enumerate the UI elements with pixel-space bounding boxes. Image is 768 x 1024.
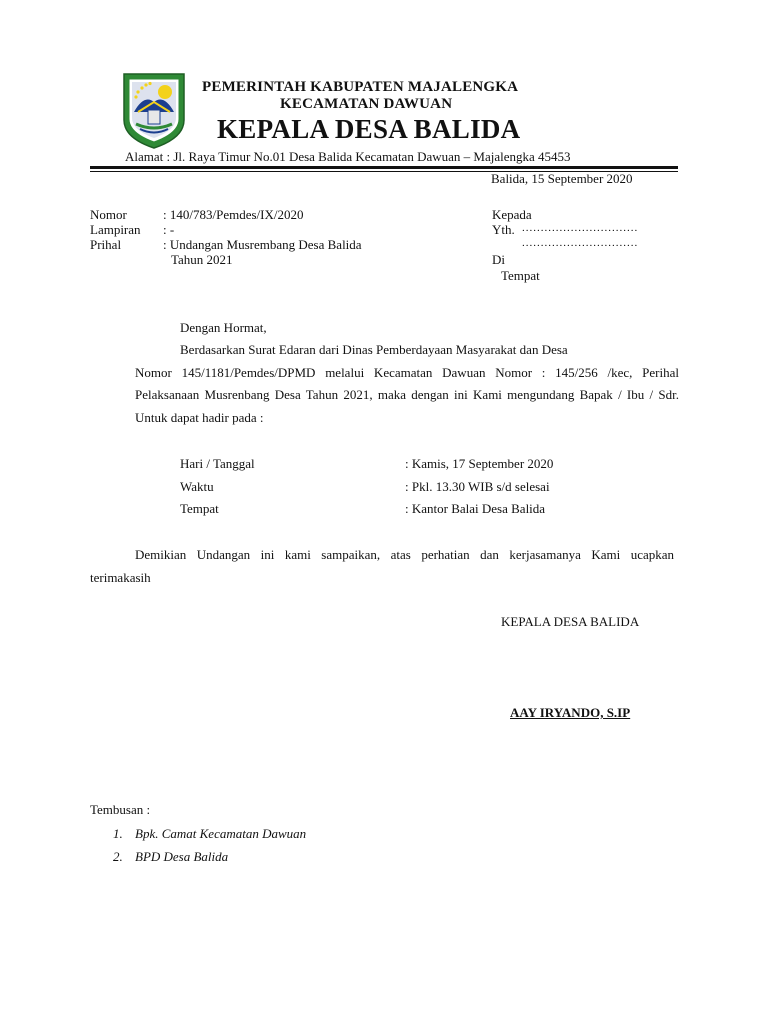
schedule-tempat-value: : Kantor Balai Desa Balida [405,501,546,516]
header-government-line: PEMERINTAH KABUPATEN MAJALENGKA [202,79,519,95]
lampiran-label: Lampiran [90,222,141,237]
tembusan-item-1-number: 1. [113,826,123,841]
header-address: Alamat : Jl. Raya Timur No.01 Desa Balida Kecamatan Dawuan – Majalengka 45453 [125,149,571,164]
tembusan-item-2: BPD Desa Balida [135,849,229,864]
recipient-tempat: Tempat [501,268,540,283]
schedule-waktu-value: : Pkl. 13.30 WIB s/d selesai [405,479,550,494]
tembusan-label: Tembusan : [90,802,151,817]
schedule-hari-label: Hari / Tanggal [180,456,255,471]
body-paragraph [135,339,679,429]
lampiran-value: : - [163,222,175,237]
recipient-second-dots: ............................... [522,237,639,249]
body-paragraph-rest: Nomor 145/1181/Pemdes/DPMD melalui Kecamatan Dawuan Nomor : 145/256 /kec, Perihal Pelaksanaan Musrenbang Desa Tahun 2021, maka dengan ini Kami mengundang Bapak / Ibu / Sdr. Untuk dapat hadir pada : [135,364,679,425]
schedule-hari-value: : Kamis, 17 September 2020 [405,456,554,471]
body-paragraph-lead: Berdasarkan Surat Edaran dari Dinas Pemberdayaan Masyarakat dan Desa [180,342,568,357]
recipient-kepada: Kepada [492,207,532,222]
tembusan-item-1: Bpk. Camat Kecamatan Dawuan [135,826,307,841]
kabupaten-majalengka-logo [120,72,188,150]
nomor-value: : 140/783/Pemdes/IX/2020 [163,207,304,222]
closing-line-2: terimakasih [90,570,151,585]
header-kecamatan-line: KECAMATAN DAWUAN [280,96,453,112]
nomor-label: Nomor [90,207,127,222]
recipient-yth: Yth. [492,222,515,237]
prihal-value-continued: Tahun 2021 [171,252,233,267]
recipient-yth-dots: ............................... [522,222,639,234]
prihal-value: : Undangan Musrembang Desa Balida [163,237,362,252]
header-desa-title: KEPALA DESA BALIDA [217,114,521,144]
header-rule-thick [90,166,678,169]
prihal-label: Prihal [90,237,122,252]
letter-date: Balida, 15 September 2020 [491,171,633,186]
schedule-tempat-label: Tempat [180,501,219,516]
tembusan-item-2-number: 2. [113,849,123,864]
signature-title: KEPALA DESA BALIDA [501,614,640,629]
recipient-di: Di [492,252,505,267]
signature-name: AAY IRYANDO, S.IP [510,705,631,720]
greeting: Dengan Hormat, [180,320,267,335]
schedule-waktu-label: Waktu [180,479,214,494]
closing-line-1: Demikian Undangan ini kami sampaikan, atas perhatian dan kerjasamanya Kami ucapkan [135,547,674,562]
